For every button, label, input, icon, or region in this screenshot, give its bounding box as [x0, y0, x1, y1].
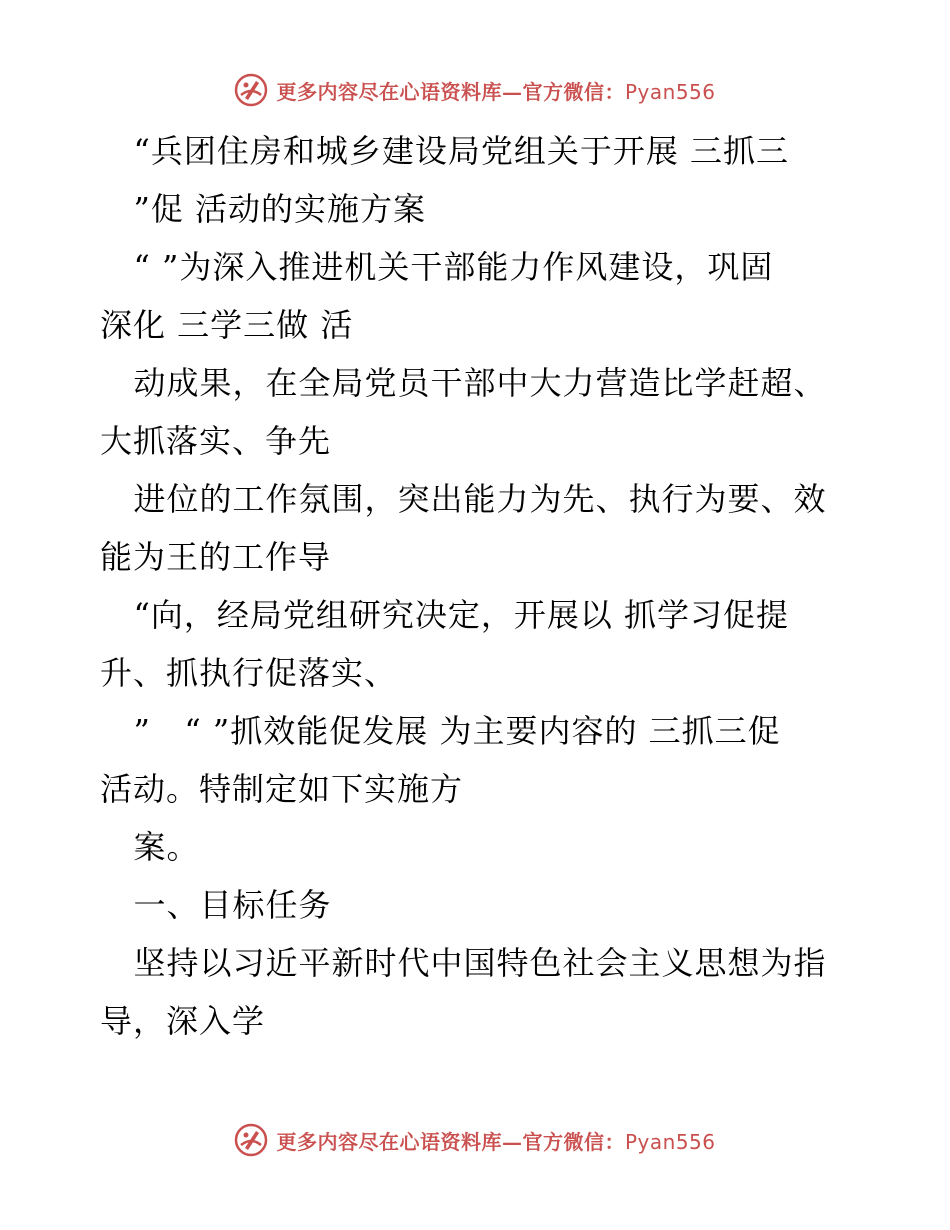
text-line: 活动。特制定如下实施方: [100, 770, 464, 808]
book-pen-logo-icon: [234, 73, 268, 107]
text-line: “ ”为深入推进机关干部能力作风建设，巩固: [100, 248, 774, 286]
watermark-text: 更多内容尽在心语资料库—官方微信：Pyan556: [276, 79, 716, 104]
text-line: 导，深入学: [100, 1002, 266, 1040]
watermark-id: Pyan556: [624, 79, 716, 104]
text-line: ”促 活动的实施方案: [100, 190, 427, 228]
text-line: 案。: [100, 828, 200, 866]
text-line: “向，经局党组研究决定，开展以 抓学习促提: [100, 596, 790, 634]
text-line: 深化 三学三做 活: [100, 306, 354, 344]
text-line: 大抓落实、争先: [100, 422, 332, 460]
text-line: 一、目标任务: [100, 886, 332, 924]
book-pen-logo-icon: [234, 1123, 268, 1157]
text-line: “兵团住房和城乡建设局党组关于开展 三抓三: [100, 132, 790, 170]
text-line: 进位的工作氛围，突出能力为先、执行为要、效: [100, 480, 827, 518]
text-line: 能为王的工作导: [100, 538, 332, 576]
watermark-text: 更多内容尽在心语资料库—官方微信：Pyan556: [276, 1129, 716, 1154]
text-line: 动成果，在全局党员干部中大力营造比学赶超、: [100, 364, 827, 402]
footer-watermark: [0, 1120, 950, 1160]
header-watermark: [0, 70, 950, 110]
text-line: ” “ ”抓效能促发展 为主要内容的 三抓三促: [100, 712, 781, 750]
document-body: [100, 122, 860, 1050]
text-line: 升、抓执行促落实、: [100, 654, 398, 692]
text-line: 坚持以习近平新时代中国特色社会主义思想为指: [100, 944, 827, 982]
watermark-id: Pyan556: [624, 1129, 716, 1154]
